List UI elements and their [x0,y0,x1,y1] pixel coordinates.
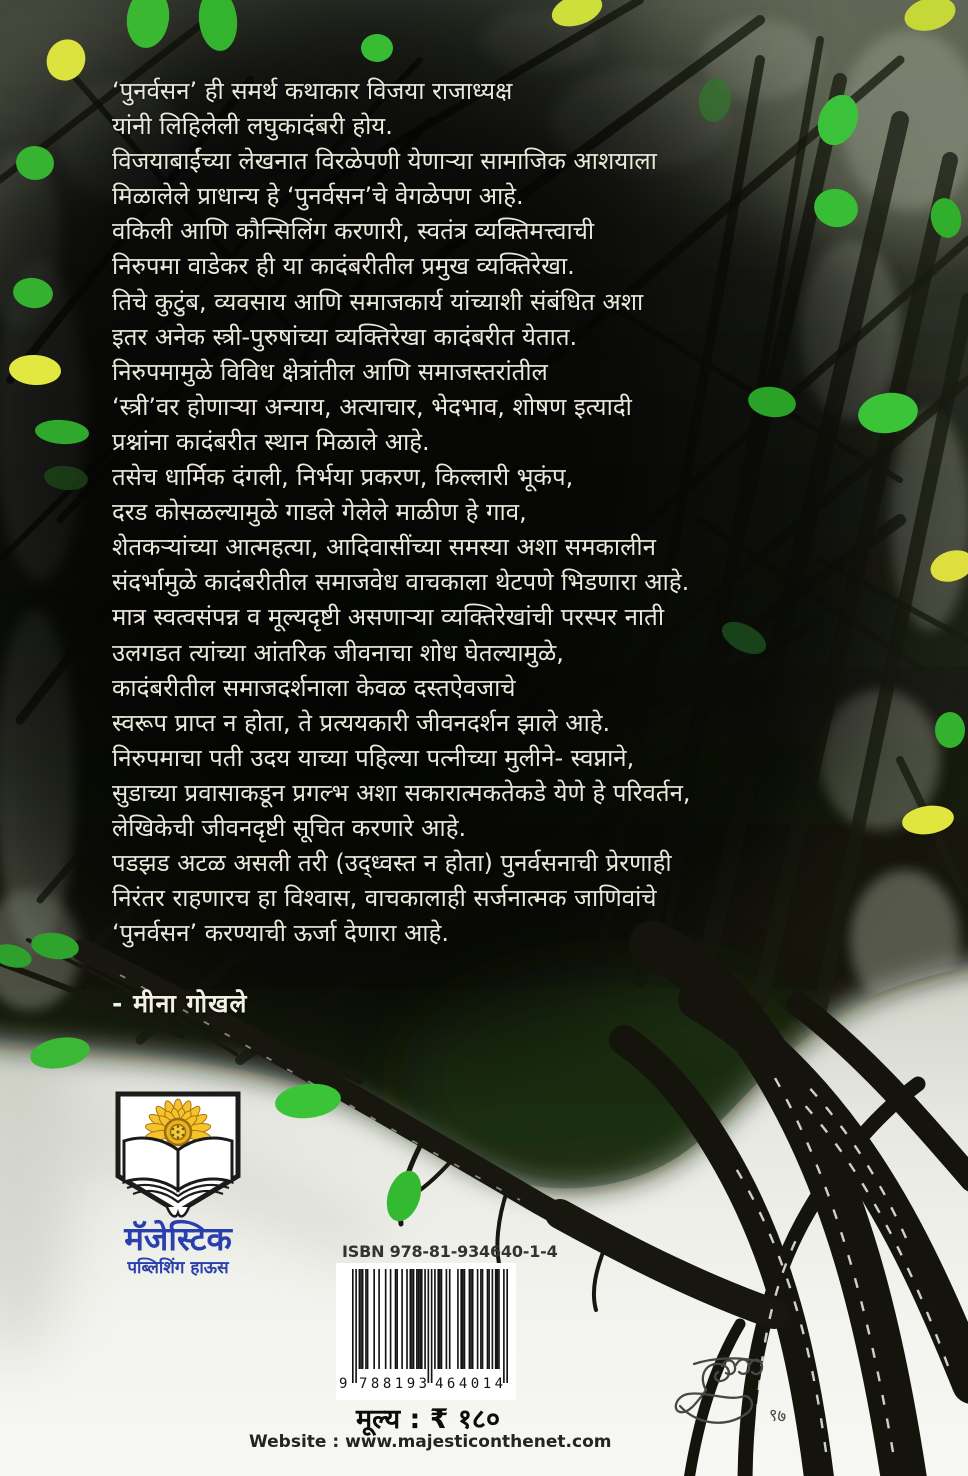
blurb-line: स्वरूप प्राप्त न होता, ते प्रत्ययकारी जीवनदर्शन झाले आहे. [112,708,611,737]
barcode-digits-right: 464014 [435,1376,507,1392]
blurb-line: मिळालेले प्राधान्य हे ‘पुनर्वसन’चे वेगळेपण आहे. [112,182,524,211]
blurb-line: शेतकऱ्यांच्या आत्महत्या, आदिवासींच्या समस्या अशा समकालीन [112,533,656,562]
blurb-line: ‘पुनर्वसन’ ही समर्थ कथाकार विजया राजाध्यक्ष [112,77,513,105]
blurb-line: इतर अनेक स्त्री-पुरुषांच्या व्यक्तिरेखा कादंबरीत येतात. [112,322,578,351]
blurb-line: दरड कोसळल्यामुळे गाडले गेलेले माळीण हे गाव, [112,498,527,527]
sunflower-book-shield-icon [111,1088,245,1220]
reviewer-signature: - मीना गोखले [112,989,248,1018]
blurb-line: विजयाबाईंच्या लेखनात विरळेपणी येणाऱ्या सामाजिक आशयाला [112,147,657,176]
blurb-line: सुडाच्या प्रवासाकडून प्रगल्भ अशा सकारात्मकतेकडे येणे हे परिवर्तन, [112,778,691,807]
barcode-block [336,1263,516,1400]
blurb-line: वकिली आणि कौन्सिलिंग करणारी, स्वतंत्र व्यक्तिमत्त्वाची [112,217,595,246]
leaf [361,34,393,62]
blurb-line: प्रश्नांना कादंबरीत स्थान मिळाले आहे. [112,427,430,456]
blurb-line: निरुपमा वाडेकर ही या कादंबरीतील प्रमुख व्यक्तिरेखा. [112,252,575,281]
isbn-text: ISBN 978-81-934640-1-4 [342,1242,558,1261]
publisher-logo [94,1088,262,1278]
blurb-line: निरुपमाचा पती उदय याच्या पहिल्या पत्नीच्या मुलीने- स्वप्नाने, [112,743,635,772]
blurb-text [112,74,812,951]
blurb-line: लेखिकेची जीवनदृष्टी सूचित करणारे आहे. [112,813,467,842]
blurb-line: मात्र स्वत्वसंपन्न व मूल्यदृष्टी असणाऱ्या व्यक्तिरेखांची परस्पर नाती [112,603,665,632]
blurb-line: ‘स्त्री’वर होणाऱ्या अन्याय, अत्याचार, भेदभाव, शोषण इत्यादी [112,392,632,421]
blurb-line: यांनी लिहिलेली लघुकादंबरी होय. [112,112,393,141]
blurb-line: उलगडत त्यांच्या आंतरिक जीवनाचा शोध घेतल्यामुळे, [112,638,564,667]
leaf [935,712,965,748]
artist-signature-year: ९७ [767,1405,788,1428]
publisher-name: मॅजेस्टिक [124,1219,232,1258]
blurb-line: ‘पुनर्वसन’ करण्याची ऊर्जा देणारा आहे. [112,919,449,948]
artist-signature [672,1350,822,1445]
blurb-line: निरंतर राहणारच हा विश्वास, वाचकालाही सर्जनात्मक जाणिवांचे [112,884,657,913]
blurb-line: तसेच धार्मिक दंगली, निर्भया प्रकरण, किल्लारी भूकंप, [112,463,574,492]
barcode-digits-left: 788193 [359,1376,431,1392]
publisher-subtitle: पब्लिशिंग हाऊस [127,1258,229,1278]
website-text: Website : www.majesticonthenet.com [249,1432,612,1452]
blurb-line: पडझड अटळ असली तरी (उद्ध्वस्त न होता) पुनर्वसनाची प्रेरणाही [112,849,672,878]
blurb-line: कादंबरीतील समाजदर्शनाला केवळ दस्तऐवजाचे [112,673,516,702]
blurb-line: तिचे कुटुंब, व्यवसाय आणि समाजकार्य यांच्याशी संबंधित अशा [112,287,644,316]
price-text: मूल्य : ₹ १८० [355,1404,501,1435]
barcode-digit-lead: 9 [339,1376,348,1392]
blurb-line: निरुपमामुळे विविध क्षेत्रांतील आणि समाजस्तरांतील [112,357,548,386]
blurb-line: संदर्भामुळे कादंबरीतील समाजवेध वाचकाला थेटपणे भिडणारा आहे. [112,568,690,597]
